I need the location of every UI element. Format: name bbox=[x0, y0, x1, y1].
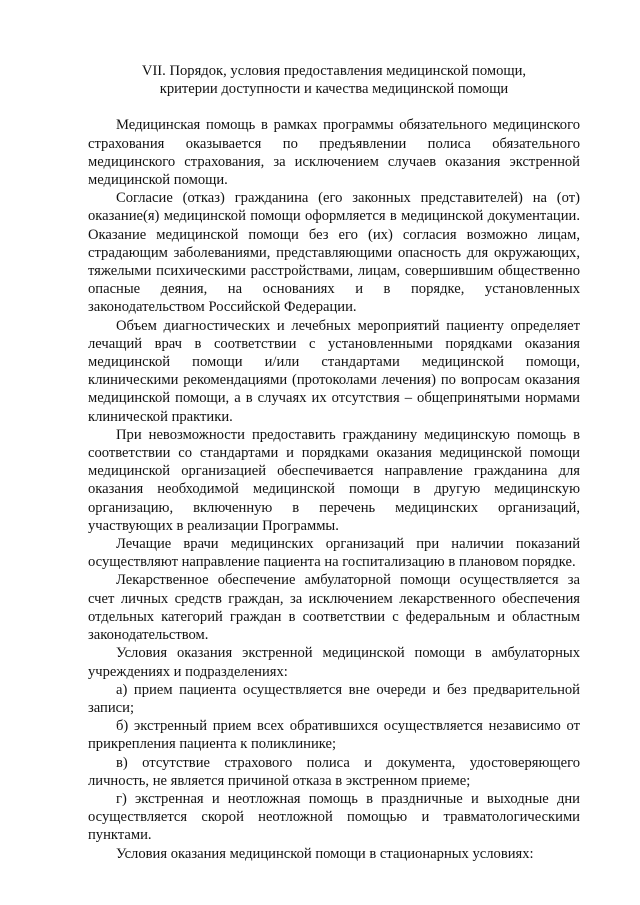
paragraph-hospitalization: Лечащие врачи медицинских организаций при наличии показаний осуществляют направление пациента на госпитализацию в плановом порядке. bbox=[88, 536, 580, 571]
paragraph-consent: Согласие (отказ) гражданина (его законных представителей) на (от) оказание(я) медицинской помощи оформляется в медицинской документации. Оказание медицинской помощи без его (их) согласия возможно лицам, страдающим заболеваниями, представляющими опасность для окружающих, тяжелыми психическими расстройствами, лицам, совершившим общественно опасные деяния, на основаниях и в порядке, установленных законодательством Российской Федерации. bbox=[88, 190, 580, 316]
paragraph-inpatient-conditions: Условия оказания медицинской помощи в стационарных условиях: bbox=[116, 845, 534, 862]
paragraph-emergency-conditions: Условия оказания экстренной медицинской помощи в амбулаторных учреждениях и подразделениях: bbox=[88, 645, 580, 680]
document-page bbox=[88, 62, 580, 863]
list-item-v: в) отсутствие страхового полиса и документа, удостоверяющего личность, не является причиной отказа в экстренном приеме; bbox=[88, 754, 580, 789]
section-title-line-2: критерии доступности и качества медицинской помощи bbox=[159, 81, 509, 98]
paragraph-oms-policy: Медицинская помощь в рамках программы обязательного медицинского страхования оказывается по предъявлении полиса обязательного медицинского страхования, за исключением случаев оказания экстренной медицинской помощи. bbox=[88, 117, 580, 189]
list-item-g: г) экстренная и неотложная помощь в праздничные и выходные дни осуществляется скорой неотложной помощью и травматологическими пунктами. bbox=[88, 790, 580, 844]
section-title-line-1: VII. Порядок, условия предоставления медицинской помощи, bbox=[141, 63, 527, 79]
section-title bbox=[88, 62, 580, 98]
paragraph-diagnostic-scope: Объем диагностических и лечебных мероприятий пациенту определяет лечащий врач в соответствии с установленными порядками оказания медицинской помощи и/или стандартами медицинской помощи, клиническими рекомендациями (протоколами лечения) по вопросам оказания медицинской помощи, а в случаях их отсутствия – общепринятыми нормами клинической практики. bbox=[88, 317, 580, 425]
paragraph-drug-provision: Лекарственное обеспечение амбулаторной помощи осуществляется за счет личных средств граждан, за исключением лекарственного обеспечения отдельных категорий граждан в соответствии с федеральным и областным законодательством. bbox=[88, 572, 580, 644]
list-item-b: б) экстренный прием всех обратившихся осуществляется независимо от прикрепления пациента к поликлинике; bbox=[88, 718, 580, 753]
paragraph-referral: При невозможности предоставить гражданину медицинскую помощь в соответствии со стандартами и порядками оказания медицинской помощи медицинской организацией обеспечивается направление гражданина для оказания необходимой медицинской помощи в другую медицинскую организацию, включенную в перечень медицинских организаций, участвующих в реализации Программы. bbox=[88, 426, 580, 534]
list-item-a: а) прием пациента осуществляется вне очереди и без предварительной записи; bbox=[88, 681, 580, 716]
